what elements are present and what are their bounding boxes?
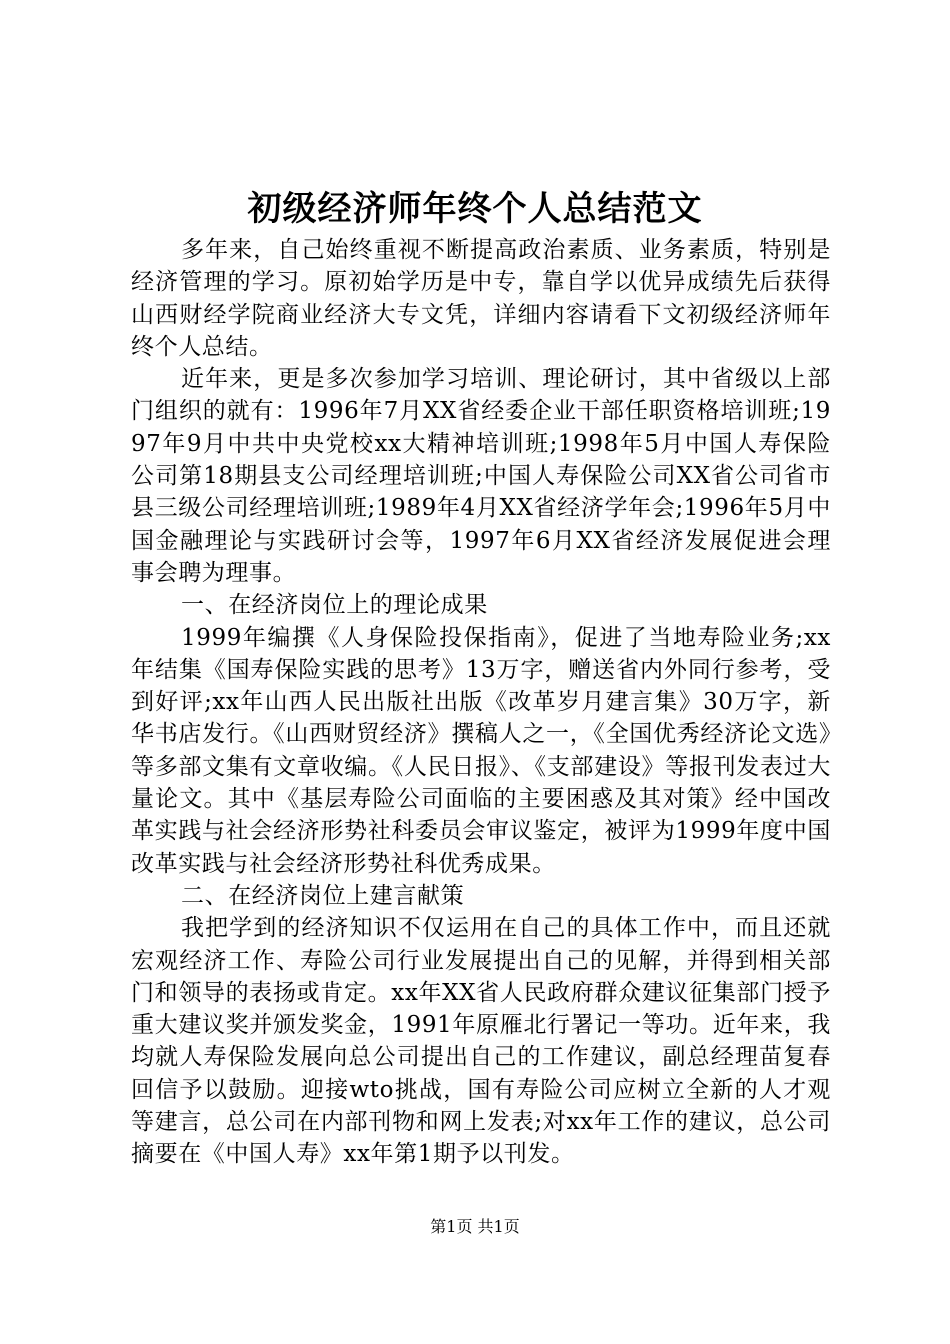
page-footer: 第1页 共1页	[430, 1217, 520, 1236]
paragraph-training: 近年来，更是多次参加学习培训、理论研讨，其中省级以上部门组织的就有：1996年7月XX省经委企业干部任职资格培训班;1997年9月中共中央党校xx大精神培训班;1998年5月中国人寿保险公司第18期县支公司经理培训班;中国人寿保险公司XX省公司省市县三级公司经理培训班;1989年4月XX省经济学年会;1996年5月中国金融理论与实践研讨会等，1997年6月XX省经济发展促进会理事会聘为理事。	[131, 366, 831, 586]
paragraph-theory: 1999年编撰《人身保险投保指南》，促进了当地寿险业务;xx年结集《国寿保险实践的思考》13万字，赠送省内外同行参考，受到好评;xx年山西人民出版社出版《改革岁月建言集》30万字，新华书店发行。《山西财贸经济》撰稿人之一，《全国优秀经济论文选》等多部文集有文章收编。《人民日报》、《支部建设》等报刊发表过大量论文。其中《基层寿险公司面临的主要困惑及其对策》经中国改革实践与社会经济形势社科委员会审议鉴定，被评为1999年度中国改革实践与社会经济形势社科优秀成果。	[131, 624, 831, 877]
paragraph-intro: 多年来，自己始终重视不断提高政治素质、业务素质，特别是经济管理的学习。原初始学历是中专，靠自学以优异成绩先后获得山西财经学院商业经济大专文凭，详细内容请看下文初级经济师年终个人总结。	[131, 237, 831, 360]
section-heading-theory: 一、在经济岗位上的理论成果	[181, 592, 488, 619]
document-title: 初级经济师年终个人总结范文	[247, 189, 703, 229]
section-heading-suggestions: 二、在经济岗位上建言献策	[181, 882, 465, 909]
paragraph-suggestions: 我把学到的经济知识不仅运用在自己的具体工作中，而且还就宏观经济工作、寿险公司行业发展提出自己的见解，并得到相关部门和领导的表扬或肯定。xx年XX省人民政府群众建议征集部门授予重大建议奖并颁发奖金，1991年原雁北行署记一等功。近年来，我均就人寿保险发展向总公司提出自己的工作建议，副总经理苗复春回信予以鼓励。迎接wto挑战，国有寿险公司应树立全新的人才观等建言，总公司在内部刊物和网上发表;对xx年工作的建议，总公司摘要在《中国人寿》xx年第1期予以刊发。	[131, 915, 831, 1168]
document-body	[131, 234, 831, 1171]
